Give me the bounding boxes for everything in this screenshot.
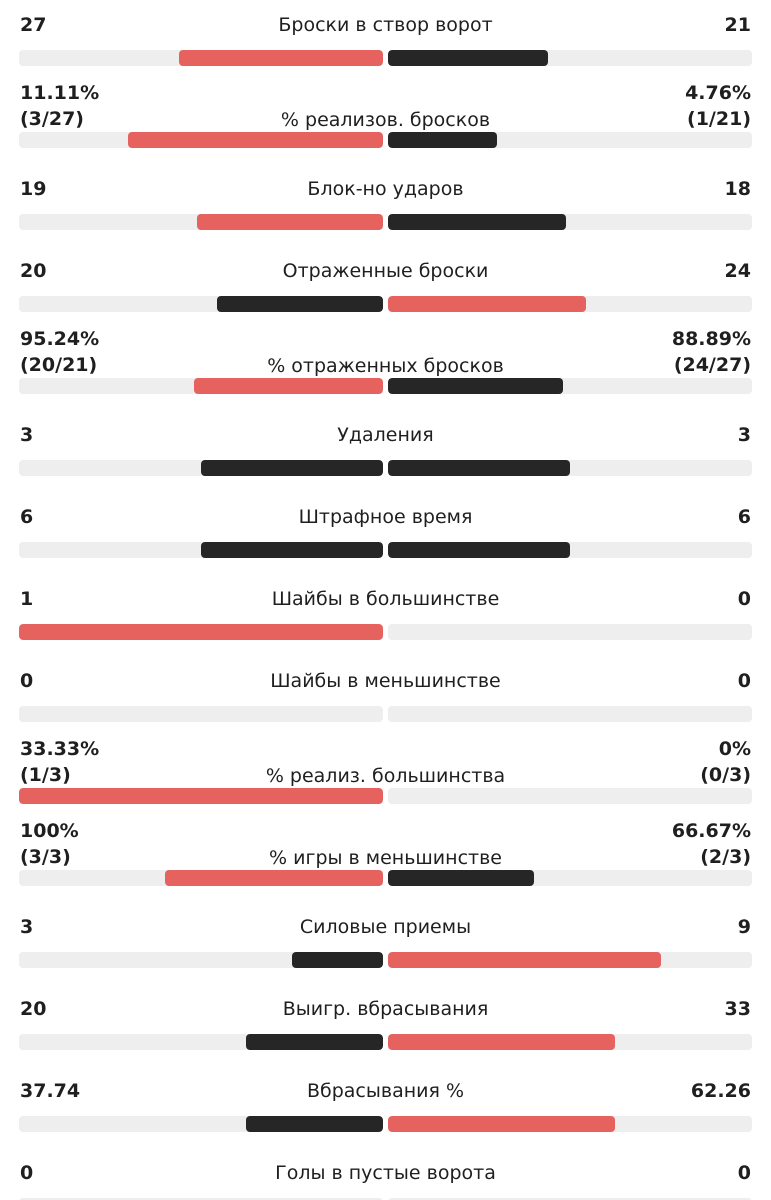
left-bar-track bbox=[19, 542, 383, 558]
right-bar-track bbox=[388, 378, 752, 394]
right-bar-track bbox=[388, 542, 752, 558]
stat-label: Голы в пустые ворота bbox=[275, 1162, 496, 1184]
right-bar-track bbox=[388, 132, 752, 148]
left-value-main: 20 bbox=[20, 998, 47, 1020]
left-value-main: 20 bbox=[20, 260, 47, 282]
stat-row-2 bbox=[0, 164, 771, 246]
left-bar bbox=[292, 952, 383, 968]
stat-label: Силовые приемы bbox=[299, 916, 472, 938]
stat-label: Удаления bbox=[337, 424, 434, 446]
right-bar-track bbox=[388, 296, 752, 312]
left-bar-track bbox=[19, 788, 383, 804]
right-bar bbox=[388, 50, 548, 66]
right-value bbox=[725, 258, 751, 284]
left-bar-track bbox=[19, 296, 383, 312]
right-bar bbox=[388, 378, 563, 394]
stat-label: Выигр. вбрасывания bbox=[282, 998, 489, 1020]
left-bar-track bbox=[19, 460, 383, 476]
right-value bbox=[738, 668, 751, 694]
left-bar-track bbox=[19, 952, 383, 968]
right-value bbox=[700, 736, 751, 788]
left-bar-track bbox=[19, 1034, 383, 1050]
stat-label: Блок-но ударов bbox=[307, 178, 464, 200]
left-value-main: 37.74 bbox=[20, 1080, 81, 1102]
stat-row-9 bbox=[0, 738, 771, 820]
right-value bbox=[672, 326, 751, 378]
left-bar bbox=[128, 132, 383, 148]
left-value-main: 11.11% bbox=[20, 82, 100, 104]
right-value-main: 6 bbox=[737, 506, 751, 528]
right-bar bbox=[388, 870, 534, 886]
stat-row-1 bbox=[0, 82, 771, 164]
right-value-main: 24 bbox=[724, 260, 751, 282]
left-value-main: 3 bbox=[20, 424, 34, 446]
right-value-main: 0 bbox=[737, 670, 751, 692]
stat-label: % игры в меньшинстве bbox=[269, 847, 502, 869]
right-value bbox=[738, 1160, 751, 1186]
right-value-main: 21 bbox=[724, 14, 751, 36]
left-bar bbox=[19, 788, 383, 804]
right-bar-track bbox=[388, 706, 752, 722]
stat-row-10 bbox=[0, 820, 771, 902]
right-bar-track bbox=[388, 870, 752, 886]
right-value-main: 4.76% bbox=[685, 82, 751, 104]
stat-label: Штрафное время bbox=[298, 506, 473, 528]
right-bar-track bbox=[388, 788, 752, 804]
right-bar bbox=[388, 1034, 615, 1050]
right-value-main: 0 bbox=[737, 1162, 751, 1184]
stat-label: Броски в створ ворот bbox=[278, 14, 493, 36]
left-value-main: 3 bbox=[20, 916, 34, 938]
right-bar-track bbox=[388, 50, 752, 66]
left-bar bbox=[246, 1116, 383, 1132]
left-bar-track bbox=[19, 378, 383, 394]
right-value-main: 0 bbox=[737, 588, 751, 610]
left-value-main: 27 bbox=[20, 14, 47, 36]
stat-row-0 bbox=[0, 0, 771, 82]
right-bar-track bbox=[388, 624, 752, 640]
right-value bbox=[672, 818, 751, 870]
left-value-main: 19 bbox=[20, 178, 47, 200]
left-value-detail: (20/21) bbox=[20, 354, 98, 376]
right-value-detail: (1/21) bbox=[687, 108, 751, 130]
right-value bbox=[725, 996, 751, 1022]
left-bar-track bbox=[19, 870, 383, 886]
left-value-main: 0 bbox=[20, 670, 34, 692]
left-bar bbox=[246, 1034, 383, 1050]
stat-row-3 bbox=[0, 246, 771, 328]
right-bar bbox=[388, 460, 570, 476]
right-value-main: 0% bbox=[718, 738, 751, 760]
right-value bbox=[738, 914, 751, 940]
left-value-main: 33.33% bbox=[20, 738, 100, 760]
right-value-detail: (2/3) bbox=[700, 846, 751, 868]
stat-label: % реализов. бросков bbox=[280, 109, 491, 131]
right-bar-track bbox=[388, 1034, 752, 1050]
right-bar-track bbox=[388, 214, 752, 230]
stat-row-14 bbox=[0, 1148, 771, 1200]
right-bar bbox=[388, 296, 586, 312]
right-bar bbox=[388, 132, 497, 148]
right-bar-track bbox=[388, 1116, 752, 1132]
left-bar bbox=[217, 296, 383, 312]
left-bar-track bbox=[19, 132, 383, 148]
right-value bbox=[691, 1078, 751, 1104]
stat-label: % реализ. большинства bbox=[265, 765, 506, 787]
left-bar bbox=[165, 870, 383, 886]
left-value-main: 0 bbox=[20, 1162, 34, 1184]
stat-row-7 bbox=[0, 574, 771, 656]
right-value-detail: (0/3) bbox=[700, 764, 751, 786]
stat-label: Отраженные броски bbox=[282, 260, 489, 282]
left-bar bbox=[201, 460, 383, 476]
right-value-main: 9 bbox=[737, 916, 751, 938]
right-value-main: 88.89% bbox=[671, 328, 751, 350]
stat-row-11 bbox=[0, 902, 771, 984]
stat-row-12 bbox=[0, 984, 771, 1066]
right-value-main: 66.67% bbox=[671, 820, 751, 842]
right-bar bbox=[388, 214, 566, 230]
right-value bbox=[725, 176, 751, 202]
left-bar bbox=[201, 542, 383, 558]
stat-label: Шайбы в большинстве bbox=[271, 588, 500, 610]
left-bar bbox=[19, 624, 383, 640]
right-bar bbox=[388, 1116, 615, 1132]
left-value-detail: (1/3) bbox=[20, 764, 71, 786]
right-value-detail: (24/27) bbox=[673, 354, 751, 376]
stat-row-8 bbox=[0, 656, 771, 738]
right-value-main: 62.26 bbox=[690, 1080, 751, 1102]
stat-label: Вбрасывания % bbox=[306, 1080, 465, 1102]
left-bar-track bbox=[19, 50, 383, 66]
stat-row-6 bbox=[0, 492, 771, 574]
left-bar bbox=[194, 378, 383, 394]
right-bar bbox=[388, 952, 661, 968]
stat-label: % отраженных бросков bbox=[267, 355, 504, 377]
left-value-main: 1 bbox=[20, 588, 34, 610]
left-bar bbox=[179, 50, 383, 66]
left-value-main: 100% bbox=[20, 820, 79, 842]
right-value bbox=[725, 12, 751, 38]
right-value-main: 3 bbox=[737, 424, 751, 446]
right-value bbox=[738, 504, 751, 530]
right-bar-track bbox=[388, 952, 752, 968]
left-value-detail: (3/3) bbox=[20, 846, 71, 868]
left-bar-track bbox=[19, 706, 383, 722]
stat-row-5 bbox=[0, 410, 771, 492]
left-bar-track bbox=[19, 214, 383, 230]
left-bar-track bbox=[19, 624, 383, 640]
left-value-main: 95.24% bbox=[20, 328, 100, 350]
stat-row-13 bbox=[0, 1066, 771, 1148]
right-value bbox=[738, 586, 751, 612]
left-value-detail: (3/27) bbox=[20, 108, 84, 130]
stat-row-4 bbox=[0, 328, 771, 410]
right-value bbox=[738, 422, 751, 448]
right-value bbox=[685, 80, 751, 132]
left-bar-track bbox=[19, 1116, 383, 1132]
right-value-main: 33 bbox=[724, 998, 751, 1020]
right-bar bbox=[388, 542, 570, 558]
left-value-main: 6 bbox=[20, 506, 34, 528]
right-bar-track bbox=[388, 460, 752, 476]
stat-label: Шайбы в меньшинстве bbox=[270, 670, 501, 692]
left-bar bbox=[197, 214, 383, 230]
right-value-main: 18 bbox=[724, 178, 751, 200]
